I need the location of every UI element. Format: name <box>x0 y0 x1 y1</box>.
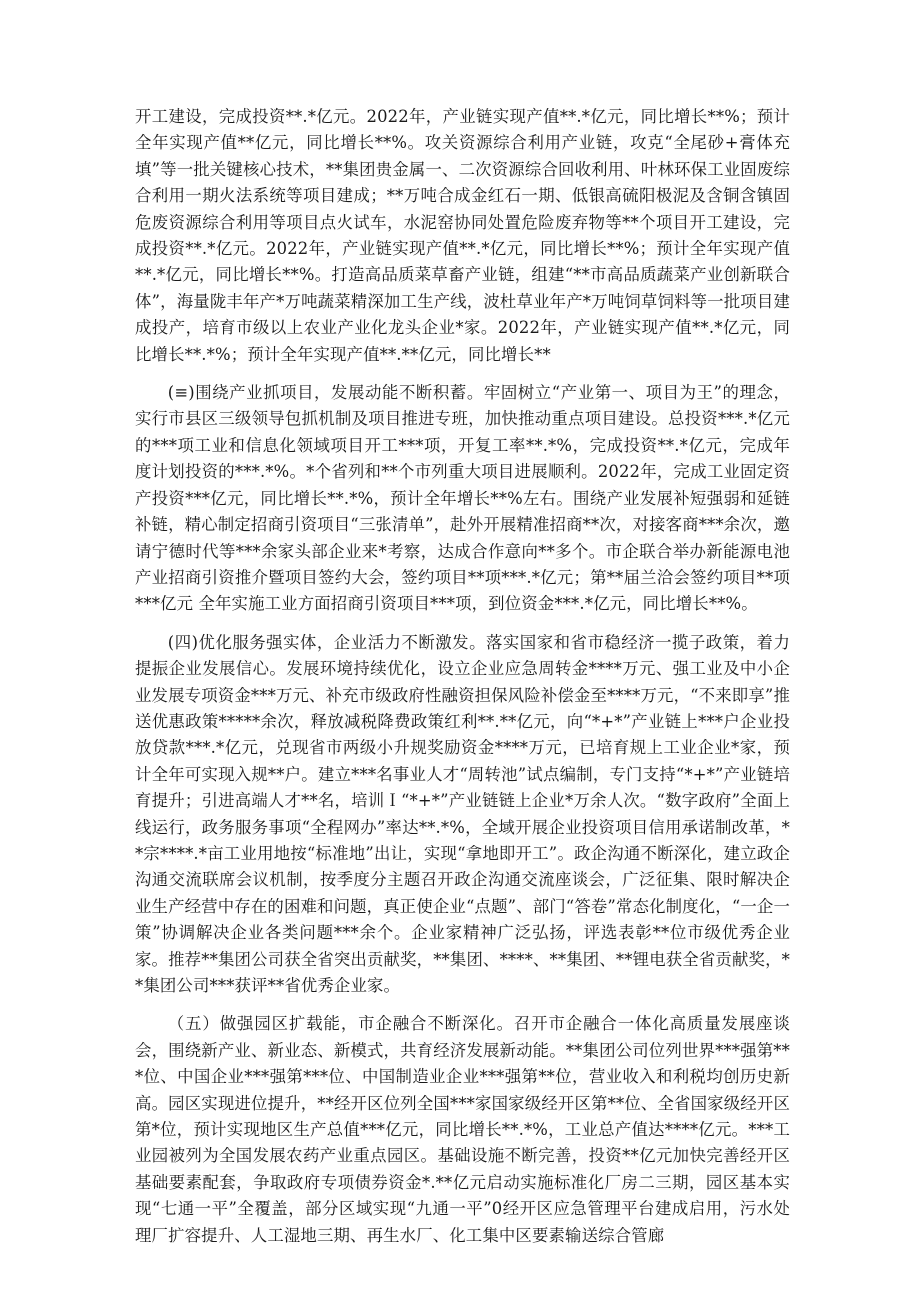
paragraph-section-five-parks: （五）做强园区扩载能，市企融合不断深化。召开市企融合一体化高质量发展座谈会，围绕新产业、新业态、新模式，共育经济发展新动能。**集团公司位列世界***强第***位、中国企业***强第***位、中国制造业企业***强第**位，营业收入和利税均创历史新高。园区实现进位提升，**经开区位列全国***家国家级经开区第**位、全省国家级经开区第*位，预计实现地区生产总值***亿元，同比增长**.*%，工业总产值达****亿元。***工业园被列为全国发展农药产业重点园区。基础设施不断完善，投资**亿元加快完善经开区基础要素配套，争取政府专项债券资金*.**亿元启动实施标准化厂房二三期，园区基本实现“七通一平”全覆盖，部分区域实现“九通一平”0经开区应急管理平台建成启用，污水处理厂扩容提升、人工湿地三期、再生水厂、化工集中区要素输送综合管廊 <box>135 1014 790 1245</box>
paragraph-section-four-services: (四)优化服务强实体，企业活力不断激发。落实国家和省市稳经济一揽子政策，着力提振企业发展信心。发展环境持续优化，设立企业应急周转金****万元、强工业及中小企业发展专项资金***万元、补充市级政府性融资担保风险补偿金至****万元，“不来即享”推送优惠政策*****余次，释放减税降费政策红利**.**亿元，向“*+*”产业链上***户企业投放贷款***.*亿元，兑现省市两级小升规奖励资金****万元，已培育规上工业企业*家，预计全年可实现入规**户。建立***名事业人才“周转池”试点编制，专门支持“*+*”产业链培育提升；引进高端人才**名，培训Ｉ“*+*”产业链链上企业*万余人次。“数字政府”全面上线运行，政务服务事项“全程网办”率达**.*%，全域开展企业投资项目信用承诺制改革，**宗****.*亩工业用地按“标准地”出让，实现“拿地即开工”。政企沟通不断深化，建立政企沟通交流联席会议机制，按季度分主题召开政企沟通交流座谈会，广泛征集、限时解决企业生产经营中存在的困难和问题，真正使企业“点题”、部门“答卷”常态化制度化，“一企一策”协调解决企业各类问题***余个。企业家精神广泛弘扬，评选表彰**位市级优秀企业家。推荐**集团公司获全省突出贡献奖，**集团、****、**集团、**锂电获全省贡献奖，**集团公司***获评**省优秀企业家。 <box>135 632 790 995</box>
paragraph-industry-chain-continued: 开工建设，完成投资**.*亿元。2022年，产业链实现产值**.*亿元，同比增长**%；预计全年实现产值**亿元，同比增长**%。攻关资源综合利用产业链，攻克“全尾砂+膏体充填”等一批关键核心技术，**集团贵金属一、二次资源综合回收利用、叶林环保工业固废综合利用一期火法系统等项目建成；**万吨合成金红石一期、低银高硫阳极泥及含铜含镇固危废资源综合利用等项目点火试车，水泥窑协同处置危险废弃物等**个项目开工建设，完成投资**.*亿元。2022年，产业链实现产值**.*亿元，同比增长**%；预计全年实现产值**.*亿元，同比增长**%。打造高品质菜草畜产业链，组建“**市高品质蔬菜产业创新联合体”，海量陇丰年产*万吨蔬菜精深加工生产线，波杜草业年产*万吨饲草饲料等一批项目建成投产，培育市级以上农业产业化龙头企业*家。2022年，产业链实现产值**.*亿元，同比增长**.*%；预计全年实现产值**.**亿元，同比增长** <box>135 107 790 364</box>
paragraph-section-three-projects: (≡)围绕产业抓项目，发展动能不断积蓄。牢固树立“产业第一、项目为王”的理念，实行市县区三级领导包抓机制及项目推进专班，加快推动重点项目建设。总投资***.*亿元的***项工业和信息化领域项目开工***项，开复工率**.*%，完成投资**.*亿元，完成年度计划投资的***.*%。*个省列和**个市列重大项目进展顺利。2022年，完成工业固定资产投资***亿元，同比增长**.*%，预计全年增长**%左右。围绕产业发展补短强弱和延链补链，精心制定招商引资项目“三张清单”，赴外开展精准招商**次，对接客商***余次，邀请宁德时代等***余家头部企业来*考察，达成合作意向**多个。市企联合举办新能源电池产业招商引资推介暨项目签约大会，签约项目**项***.*亿元；第**届兰洽会签约项目**项***亿元 全年实施工业方面招商引资项目***项，到位资金***.*亿元，同比增长**%。 <box>135 383 790 614</box>
